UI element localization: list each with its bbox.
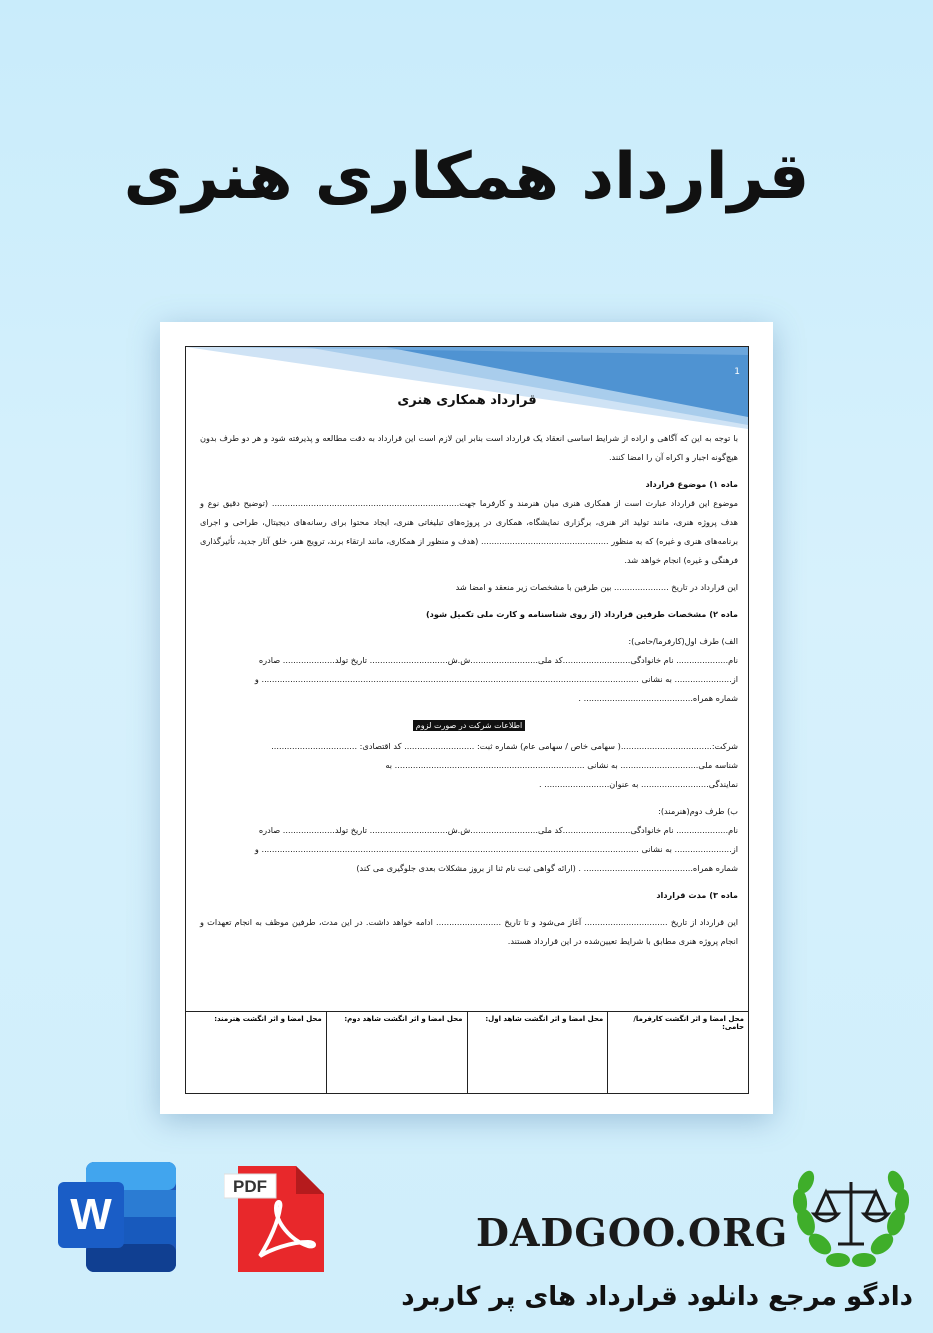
company-line3: نمایندگی.......................... به عنوان......................... . [539, 779, 738, 789]
document-title: قرارداد همکاری هنری [397, 393, 537, 408]
brand-name: DADGOO.ORG [476, 1210, 789, 1255]
partyA-line1: نام.................... نام خانوادگی..........................کد ملی..........................ش.ش.............................. تاریخ تولد.................... صادره [258, 655, 738, 665]
company-label: اطلاعات شرکت در صورت لزوم [413, 720, 525, 731]
section3-title: ماده ۳) مدت قرارداد [656, 890, 738, 900]
partyA-line3: شماره همراه.......................................... . [578, 693, 738, 703]
partyB-title: ب) طرف دوم(هنرمند): [658, 806, 738, 816]
signature-cell-artist: محل امضا و اثر انگشت هنرمند: [214, 1015, 322, 1023]
partyB-line2: از...................... به نشانی ................................................................................................................................................. و [254, 844, 738, 854]
company-line1: شرکت:...................................( سهامی خاص / سهامی عام) شماره ثبت: ........................... کد اقتصادی: ................................. [271, 741, 738, 751]
signature-cell-witness2: محل امضا و اثر انگشت شاهد دوم: [326, 1012, 467, 1093]
partyB-line3: شماره همراه.......................................... . (ارائه گواهی ثبت نام ثنا از بروز مشکلات بعدی جلوگیری می کند) [356, 863, 738, 873]
signature-cell-employer: محل امضا و اثر انگشت کارفرما/حامی: [607, 1012, 748, 1093]
word-letter: W [70, 1190, 112, 1239]
section3-text: این قرارداد از تاریخ ................................ آغاز می‌شود و تا تاریخ ......................... ادامه خواهد داشت. در این مدت، طرفین موظف به انجام تعهدات و انجام پروژه هنری مطابق با شرایط تعیین‌شده در این قرارداد هستند. [200, 917, 738, 946]
document-body [200, 429, 738, 951]
pdf-icon[interactable] [224, 1160, 326, 1278]
section1-text: موضوع این قرارداد عبارت است از همکاری هنری میان هنرمند و کارفرما جهت........................................................................ (توضیح دقیق نوع و هدف پروژه هنری، مانند تولید اثر هنری، برگزاری نمایشگاه، همکاری در پروژه‌های تبلیغاتی هنری، ایجاد محتوا برای رسانه‌های دیجیتال، طراحی و اجرای برنامه‌های هنری و غیره) که به منظور ................................................. (هدف و منظور از همکاری، مانند ارتقاء برند، ترویج هنر، خلق آثار جدید، تأثیرگذاری فرهنگی و غیره) انجام خواهد شد. [200, 498, 738, 565]
pdf-label: PDF [233, 1177, 267, 1196]
word-icon[interactable] [58, 1162, 176, 1272]
partyB-line1: نام.................... نام خانوادگی..........................کد ملی..........................ش.ش.............................. تاریخ تولد.................... صادره [258, 825, 738, 835]
signature-table [186, 1011, 748, 1093]
date-line: این قرارداد در تاریخ ..................... بین طرفین با مشخصات زیر منعقد و امضا شد [455, 582, 738, 592]
company-label-wrap [200, 716, 738, 735]
section1-title: ماده ۱) موضوع قرارداد [645, 479, 738, 489]
partyA-title: الف) طرف اول(کارفرما/حامی): [628, 636, 738, 646]
page-title: قرارداد همکاری هنری [123, 140, 810, 214]
intro-paragraph: با توجه به این که آگاهی و اراده از شرایط اساسی انعقاد یک قرارداد است بنابر این لازم است این قرارداد به دقت مطالعه و پذیرفته شود و هر دو طرف بدون هیچ‌گونه اجبار و اکراه آن را امضا کنند. [200, 433, 738, 462]
header-banner [186, 347, 748, 429]
scales-of-justice-icon [786, 1152, 916, 1277]
document-preview [160, 322, 773, 1114]
tagline: دادگو مرجع دانلود قرارداد های پر کاربرد [401, 1282, 913, 1312]
partyA-line2: از...................... به نشانی ................................................................................................................................................. و [254, 674, 738, 684]
document-frame [185, 346, 749, 1094]
signature-cell-witness1: محل امضا و اثر انگشت شاهد اول: [467, 1012, 608, 1093]
section2-title: ماده ۲) مشخصات طرفین قرارداد (از روی شناسنامه و کارت ملی تکمیل شود) [425, 609, 738, 619]
page-number: 1 [734, 367, 740, 377]
company-line2: شناسه ملی.............................. به نشانی ......................................................................... به [385, 760, 738, 770]
